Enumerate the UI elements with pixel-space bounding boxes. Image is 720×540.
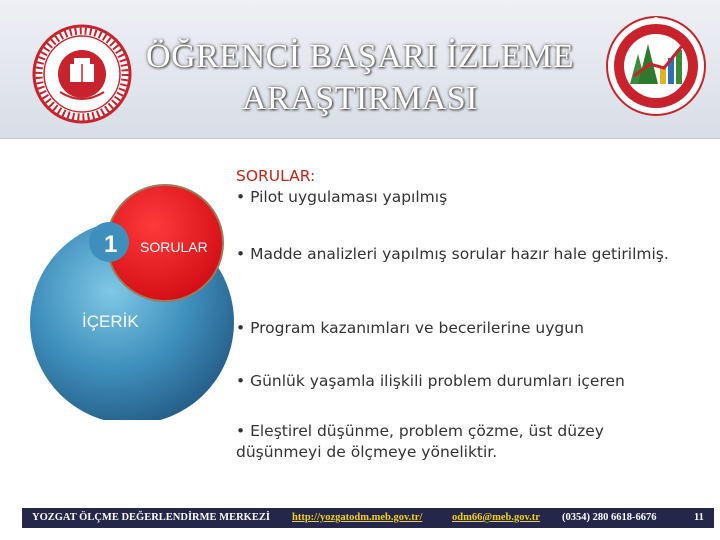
inner-circle-label: SORULAR xyxy=(140,239,208,255)
footer-website-link[interactable]: http://yozgatodm.meb.gov.tr/ xyxy=(292,512,423,523)
content-heading: SORULAR: xyxy=(236,167,316,185)
title-line-1: ÖĞRENCİ BAŞARI İZLEME xyxy=(146,38,574,75)
bullet-item: • Eleştirel düşünme, problem çözme, üst düzey düşünmeyi de ölçmeye yöneliktir. xyxy=(236,422,604,461)
bullet-item: • Günlük yaşamla ilişkili problem durumları içeren xyxy=(236,372,625,390)
footer-bar xyxy=(22,508,714,528)
content-circle-diagram xyxy=(20,180,260,420)
section-number: 1 xyxy=(104,231,118,258)
outer-circle-label: İÇERİK xyxy=(82,312,139,331)
bullet-item: • Madde analizleri yapılmış sorular hazır hale getirilmiş. xyxy=(236,245,669,263)
page-title xyxy=(110,36,610,120)
measurement-center-logo xyxy=(604,14,708,118)
bullet-item: • Program kazanımları ve becerilerine uygun xyxy=(236,319,584,337)
content-block xyxy=(236,166,676,208)
footer-org: YOZGAT ÖLÇME DEĞERLENDİRME MERKEZİ xyxy=(32,512,270,523)
title-line-2: ARAŞTIRMASI xyxy=(242,80,478,117)
bullet-item: • Pilot uygulaması yapılmış xyxy=(236,188,448,206)
footer-email-link[interactable]: odm66@meb.gov.tr xyxy=(452,512,540,523)
footer-phone: (0354) 280 6618-6676 xyxy=(562,512,657,523)
page-number: 11 xyxy=(694,512,704,523)
